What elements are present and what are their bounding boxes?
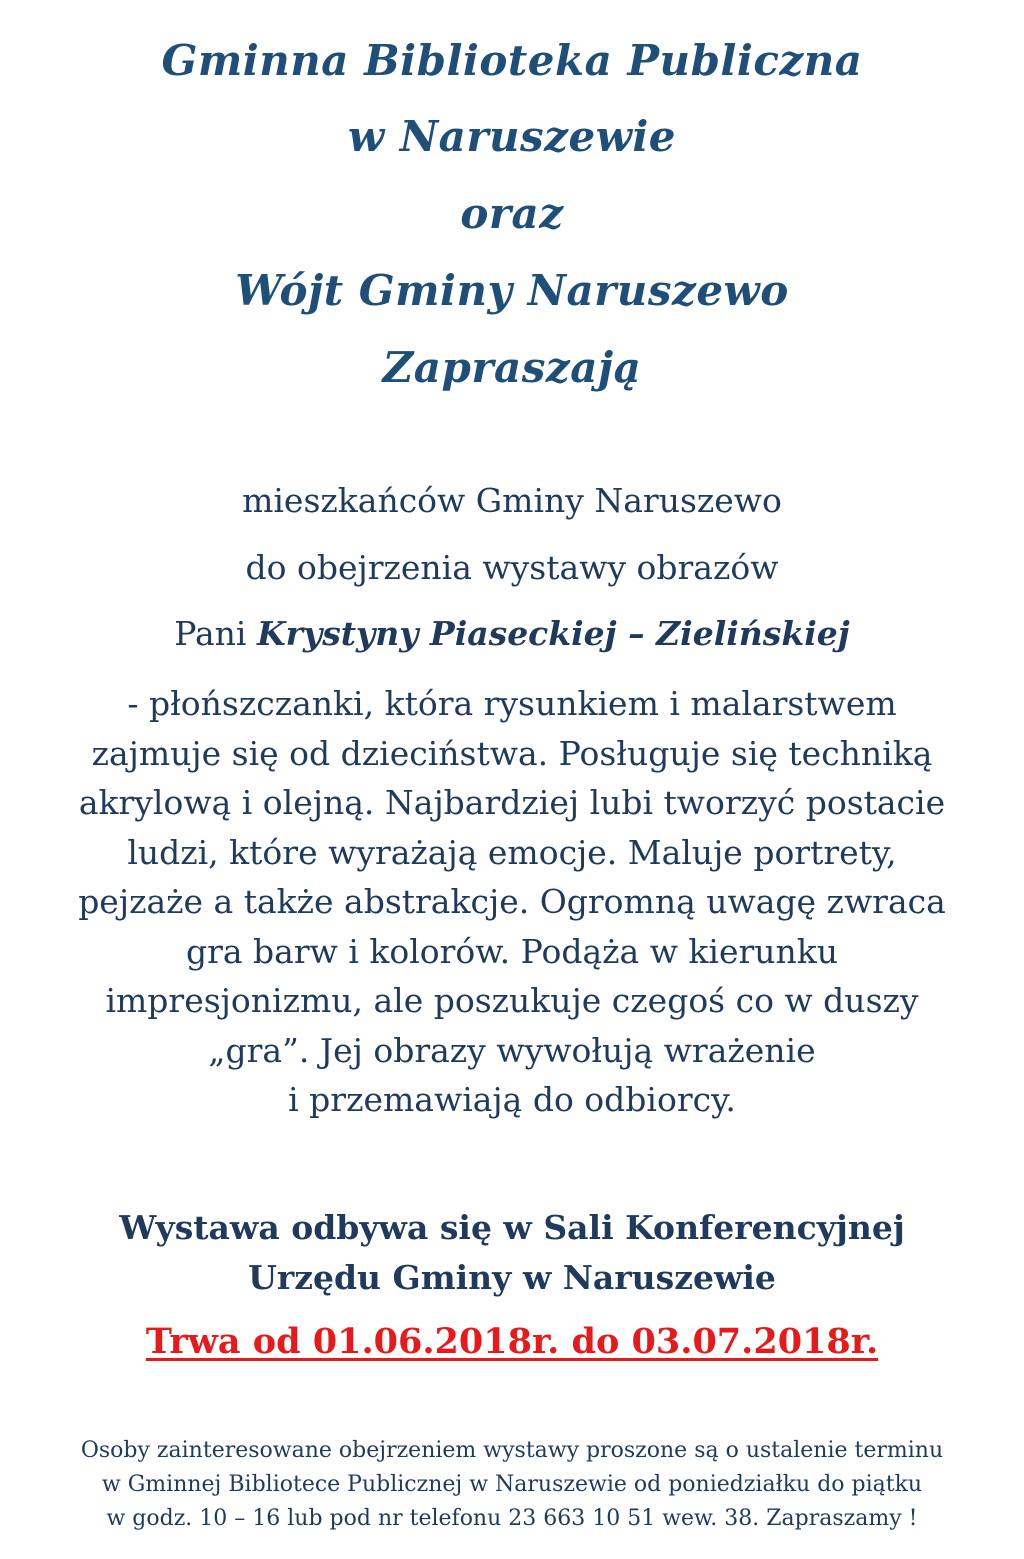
venue-line-1: Wystawa odbywa się w Sali Konferencyjnej: [119, 1208, 905, 1247]
venue-line-2: Urzędu Gminy w Naruszewie: [248, 1258, 776, 1297]
heading-line-3: oraz: [460, 189, 564, 238]
bio-line: akrylową i olejną. Najbardziej lubi tworzyć postacie: [78, 783, 946, 822]
heading-line-2: w Naruszewie: [347, 112, 677, 161]
heading-line-1: Gminna Biblioteka Publiczna: [161, 36, 863, 85]
bio-line: i przemawiają do odbiorcy.: [288, 1080, 736, 1119]
artist-prefix: Pani: [174, 614, 257, 653]
invitation-line-1: mieszkańców Gminy Naruszewo: [242, 481, 782, 520]
artist-name: Krystyny Piaseckiej – Zielińskiej: [256, 614, 850, 653]
footer-note-line: Osoby zainteresowane obejrzeniem wystawy proszone są o ustalenie terminu: [80, 1438, 944, 1463]
invitation-line-2: do obejrzenia wystawy obrazów: [245, 548, 779, 587]
bio-line: gra barw i kolorów. Podąża w kierunku: [185, 931, 839, 971]
bio-line: ludzi, które wyrażają emocje. Maluje portrety,: [127, 832, 897, 872]
exhibition-dates-text: Trwa od 01.06.2018r. do 03.07.2018r.: [145, 1321, 879, 1362]
bio-line: „gra”. Jej obrazy wywołują wrażenie: [208, 1030, 816, 1070]
artist-bio: [20, 679, 1004, 1125]
invitation-artist-line: [0, 614, 1024, 654]
footer-note-line: w Gminnej Bibliotece Publicznej w Naruszewie od poniedziałku do piątku: [101, 1472, 923, 1497]
exhibition-dates: [0, 1320, 1024, 1364]
bio-line: pejzaże a także abstrakcje. Ogromną uwagę zwraca: [78, 882, 946, 921]
heading-line-5: Zapraszają: [382, 343, 642, 392]
footer-note-line: w godz. 10 – 16 lub pod nr telefonu 23 663 10 51 wew. 38. Zapraszamy !: [106, 1506, 918, 1531]
bio-line: zajmuje się od dzieciństwa. Posługuje się techniką: [91, 733, 933, 773]
heading-line-4: Wójt Gminy Naruszewo: [235, 266, 789, 315]
bio-line: impresjonizmu, ale poszukuje czegoś co w duszy: [105, 981, 919, 1020]
footer-note: [10, 1434, 1014, 1536]
bio-line: - płońszczanki, która rysunkiem i malarstwem: [127, 684, 897, 723]
